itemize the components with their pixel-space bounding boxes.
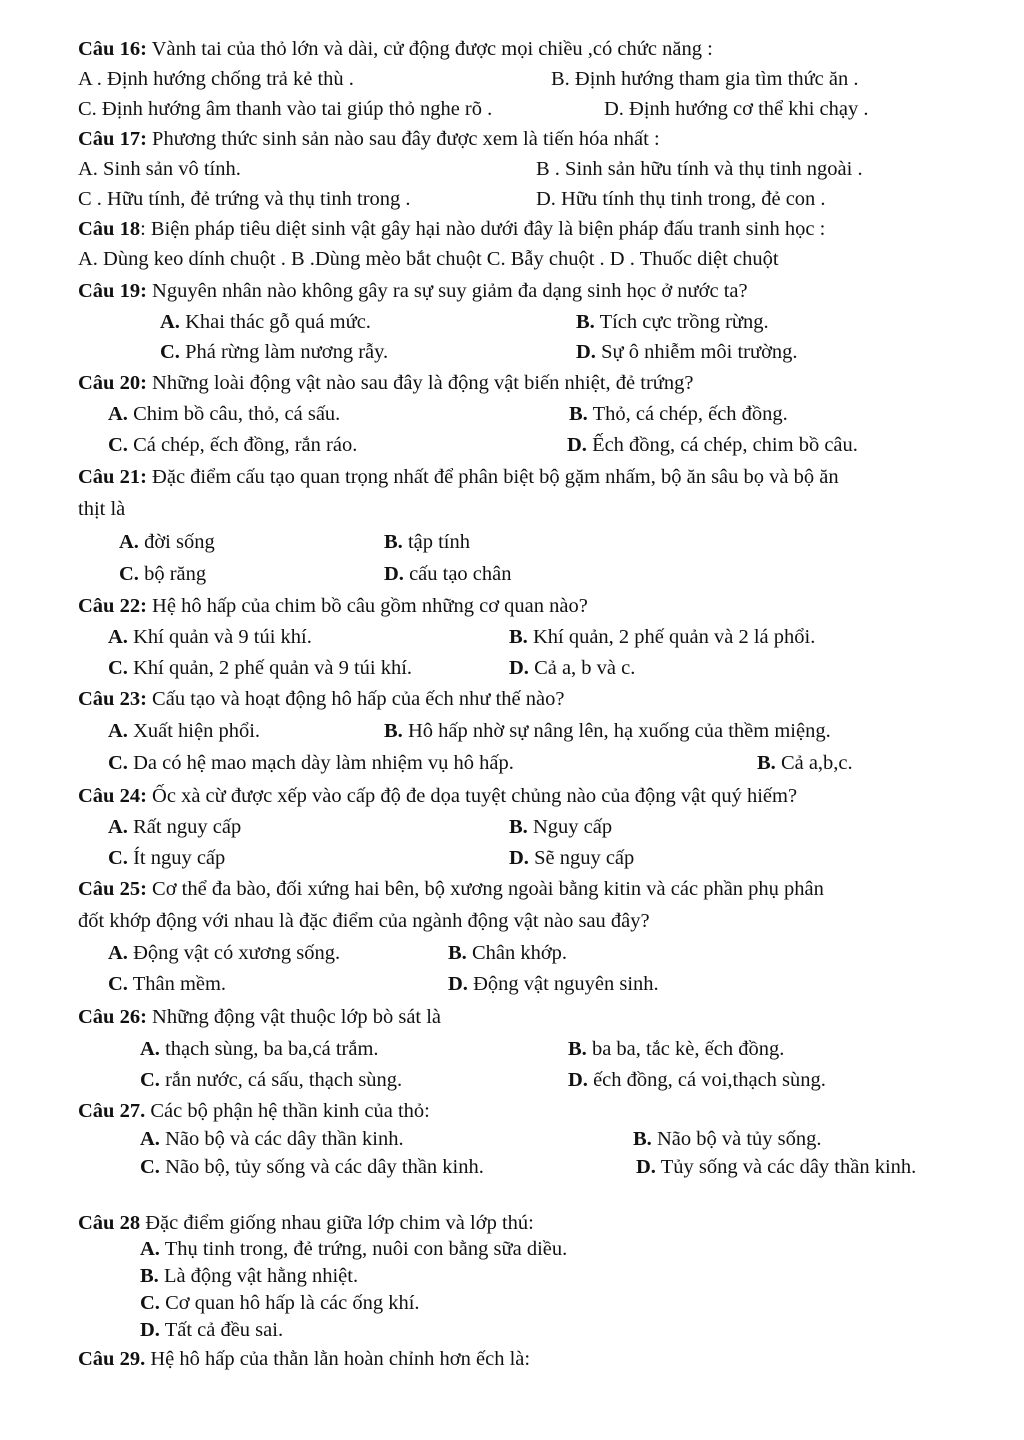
option-d: D. Tất cả đều sai. [140,1319,284,1341]
question-text: Vành tai của thỏ lớn và dài, cử động được mọi chiều ,có chức năng : [146,38,713,60]
option-b: B. Chân khớp. [448,942,568,964]
option-a: A. Rất nguy cấp [108,816,242,838]
option-c: C. Ít nguy cấp [108,847,226,869]
question-22-stem [78,595,588,618]
question-label: Câu 27. [78,1100,146,1122]
question-label: Câu 26: [78,1006,147,1028]
question-text: Cấu tạo và hoạt động hô hấp của ếch như thế nào? [146,688,565,710]
option-d: D. ếch đồng, cá voi,thạch sùng. [568,1069,826,1091]
question-text: Ốc xà cừ được xếp vào cấp độ đe dọa tuyệt chủng nào của động vật quý hiếm? [146,785,798,807]
option-d: D. Hữu tính thụ tinh trong, đẻ con . [536,188,826,210]
option-c: C. Cá chép, ếch đồng, rắn ráo. [108,434,358,456]
question-26-stem [78,1006,441,1029]
option-d: D. Định hướng cơ thể khi chạy . [604,98,869,120]
question-label: Câu 21: [78,466,147,488]
option-a: A. Khí quản và 9 túi khí. [108,626,312,648]
question-text: Đặc điểm cấu tạo quan trọng nhất để phân biệt bộ gặm nhấm, bộ ăn sâu bọ và bộ ăn [146,466,839,488]
question-23-stem [78,688,564,711]
options-line: A. Dùng keo dính chuột . B .Dùng mèo bắt chuột C. Bẫy chuột . D . Thuốc diệt chuột [78,248,779,270]
option-d: B. Cả a,b,c. [757,752,853,774]
question-25-stem-cont: đốt khớp động với nhau là đặc điểm của ngành động vật nào sau đây? [78,910,650,932]
question-label: Câu 17: [78,128,147,150]
question-label: Câu 29. [78,1348,146,1370]
option-a: A. Não bộ và các dây thần kinh. [140,1128,404,1150]
question-18-stem [78,218,825,241]
question-25-stem [78,878,824,901]
question-27-stem [78,1100,430,1123]
question-label: Câu 16: [78,38,147,60]
option-c: C. Định hướng âm thanh vào tai giúp thỏ nghe rõ . [78,98,493,120]
question-text: Nguyên nhân nào không gây ra sự suy giảm đa dạng sinh học ở nước ta? [146,280,748,302]
question-20-stem [78,372,693,395]
question-text: Hệ hô hấp của chim bồ câu gồm những cơ quan nào? [146,595,588,617]
question-21-stem [78,466,839,489]
question-24-stem [78,785,797,808]
option-d: D. Sẽ nguy cấp [509,847,635,869]
question-text: Hệ hô hấp của thằn lằn hoàn chỉnh hơn ếch là: [145,1348,531,1370]
option-c: C. Khí quản, 2 phế quản và 9 túi khí. [108,657,413,679]
option-a: A. Xuất hiện phổi. [108,720,261,742]
option-c: C. Não bộ, tủy sống và các dây thần kinh. [140,1156,484,1178]
option-b: B. Hô hấp nhờ sự nâng lên, hạ xuống của thềm miệng. [384,720,831,742]
option-a: A. Chim bồ câu, thỏ, cá sấu. [108,403,341,425]
option-a: A. đời sống [119,531,215,553]
question-text: Các bộ phận hệ thần kinh của thỏ: [145,1100,430,1122]
option-b: B. Định hướng tham gia tìm thức ăn . [551,68,859,90]
option-b: B. ba ba, tắc kè, ếch đồng. [568,1038,785,1060]
option-a: A. Động vật có xương sống. [108,942,341,964]
question-17-stem [78,128,660,151]
option-d: D. Động vật nguyên sinh. [448,973,659,995]
option-b: B. Thỏ, cá chép, ếch đồng. [569,403,788,425]
question-label: Câu 23: [78,688,147,710]
question-text: Những động vật thuộc lớp bò sát là [146,1006,442,1028]
question-28-stem [78,1212,534,1235]
question-text: Những loài động vật nào sau đây là động vật biến nhiệt, đẻ trứng? [146,372,694,394]
option-a: A. Khai thác gỗ quá mức. [160,311,371,333]
question-label: Câu 18 [78,218,141,240]
question-label: Câu 25: [78,878,147,900]
question-text: Cơ thể đa bào, đối xứng hai bên, bộ xương ngoài bằng kitin và các phần phụ phân [146,878,824,900]
option-b: B. tập tính [384,531,470,553]
option-a: A . Định hướng chống trả kẻ thù . [78,68,354,90]
option-c: C. rắn nước, cá sấu, thạch sùng. [140,1069,403,1091]
option-d: D. Ếch đồng, cá chép, chim bồ câu. [567,434,858,456]
option-b: B . Sinh sản hữu tính và thụ tinh ngoài . [536,158,863,180]
option-d: D. Tủy sống và các dây thần kinh. [636,1156,917,1178]
option-b: B. Nguy cấp [509,816,613,838]
option-a: A. Thụ tinh trong, đẻ trứng, nuôi con bằng sữa diều. [140,1238,568,1260]
option-b: B. Là động vật hằng nhiệt. [140,1265,359,1287]
option-b: B. Khí quản, 2 phế quản và 2 lá phổi. [509,626,816,648]
question-19-stem [78,280,748,303]
question-label: Câu 19: [78,280,147,302]
question-label: Câu 24: [78,785,147,807]
question-29-stem [78,1348,530,1371]
option-c: C. Cơ quan hô hấp là các ống khí. [140,1292,420,1314]
question-label: Câu 28 [78,1212,141,1234]
option-c: C. Phá rừng làm nương rẫy. [160,341,389,363]
option-d: D. Sự ô nhiễm môi trường. [576,341,798,363]
question-16-stem [78,38,713,61]
option-c: C. Thân mềm. [108,973,227,995]
option-d: D. Cả a, b và c. [509,657,636,679]
question-label: Câu 20: [78,372,147,394]
option-c: C . Hữu tính, đẻ trứng và thụ tinh trong . [78,188,411,210]
option-c: C. Da có hệ mao mạch dày làm nhiệm vụ hô hấp. [108,752,514,774]
option-b: B. Não bộ và tủy sống. [633,1128,822,1150]
option-b: B. Tích cực trồng rừng. [576,311,769,333]
question-text: : Biện pháp tiêu diệt sinh vật gây hại nào dưới đây là biện pháp đấu tranh sinh học : [140,218,826,240]
question-text: Đặc điểm giống nhau giữa lớp chim và lớp thú: [140,1212,534,1234]
option-a: A. Sinh sản vô tính. [78,158,241,180]
option-a: A. thạch sùng, ba ba,cá trắm. [140,1038,379,1060]
question-21-stem-cont: thịt là [78,498,126,520]
question-label: Câu 22: [78,595,147,617]
option-d: D. cấu tạo chân [384,563,512,585]
option-c: C. bộ răng [119,563,207,585]
question-text: Phương thức sinh sản nào sau đây được xem là tiến hóa nhất : [146,128,660,150]
